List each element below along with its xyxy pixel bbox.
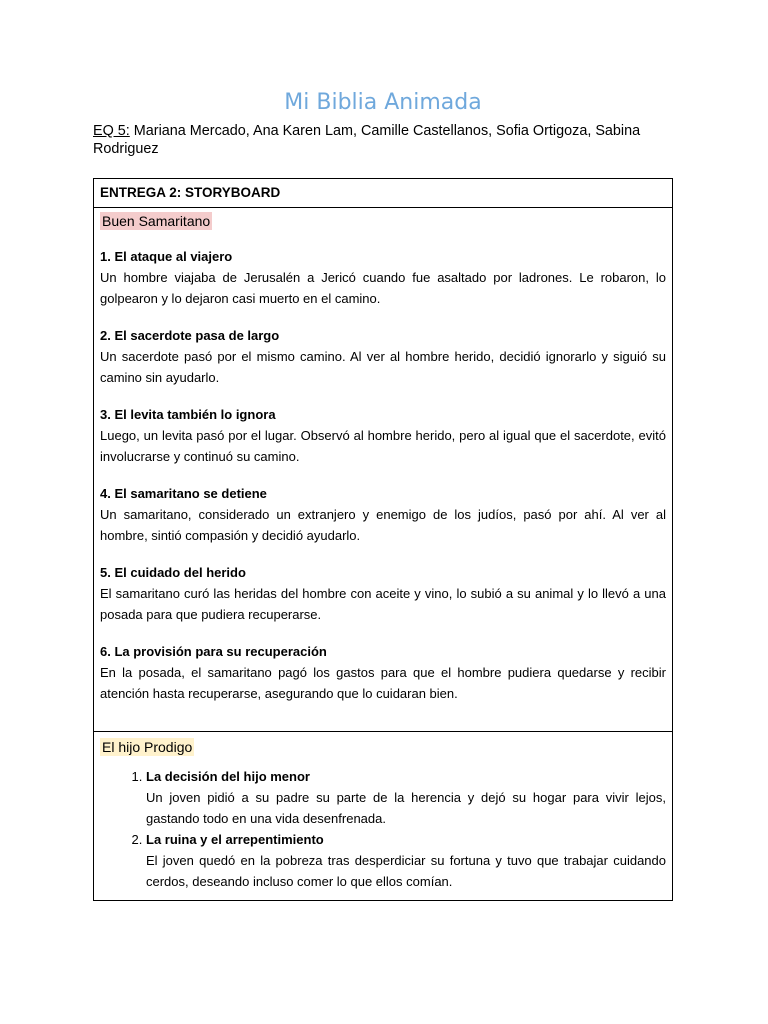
step-title: 5. El cuidado del herido (100, 565, 246, 580)
step-title: 1. El ataque al viajero (100, 249, 233, 264)
section-row (94, 732, 673, 901)
step-text: Luego, un levita pasó por el lugar. Observó al hombre herido, pero al igual que el sacerdote, evitó involucrarse y continuó su camino. (100, 428, 666, 464)
team-label: EQ 5: (93, 123, 130, 139)
section-buen-samaritano (94, 208, 673, 732)
step-title: 3. El levita también lo ignora (100, 407, 276, 422)
table-header-row (94, 179, 673, 208)
storyboard-table (93, 178, 673, 901)
step-title: 2. El sacerdote pasa de largo (100, 328, 280, 343)
step-text: Un sacerdote pasó por el mismo camino. Al ver al hombre herido, decidió ignorarlo y siguió su camino sin ayudarlo. (100, 349, 666, 385)
story-step (100, 405, 666, 467)
story-step (100, 563, 666, 625)
step-title: 4. El samaritano se detiene (100, 486, 267, 501)
item-title: 1. La decisión del hijo menor (146, 769, 310, 784)
team-members: Mariana Mercado, Ana Karen Lam, Camille Castellanos, Sofia Ortigoza, Sabina Rodriguez (93, 123, 641, 157)
table-header: ENTREGA 2: STORYBOARD (94, 179, 673, 208)
document-page (93, 88, 673, 901)
step-text: Un samaritano, considerado un extranjero y enemigo de los judíos, pasó por ahí. Al ver al hombre, sintió compasión y decidió ayudarlo. (100, 507, 666, 543)
step-text: El samaritano curó las heridas del hombre con aceite y vino, lo subió a su animal y lo llevó a una posada para que pudiera recuperarse. (100, 586, 666, 622)
team-line (93, 122, 673, 158)
story-step (100, 484, 666, 546)
list-item (146, 829, 666, 892)
step-title: 6. La provisión para su recuperación (100, 644, 327, 659)
item-title: 2. La ruina y el arrepentimiento (146, 832, 324, 847)
section-title: Buen Samaritano (102, 213, 211, 229)
section-title: El hijo Prodigo (102, 739, 193, 755)
document-title: Mi Biblia Animada (284, 90, 482, 115)
step-text: Un hombre viajaba de Jerusalén a Jericó cuando fue asaltado por ladrones. Le robaron, lo golpearon y lo dejaron casi muerto en el camino. (100, 270, 666, 306)
story-list (100, 766, 666, 892)
step-text: En la posada, el samaritano pagó los gastos para que el hombre pudiera quedarse y recibir atención hasta recuperarse, asegurando que lo cuidaran bien. (100, 665, 666, 701)
section-row (94, 208, 673, 732)
story-step (100, 247, 666, 309)
list-item (146, 766, 666, 829)
section-hijo-prodigo (94, 732, 673, 901)
story-step (100, 326, 666, 388)
story-step (100, 642, 666, 704)
item-text: El joven quedó en la pobreza tras desperdiciar su fortuna y tuvo que trabajar cuidando cerdos, deseando incluso comer lo que ellos comían. (146, 853, 666, 889)
item-text: Un joven pidió a su padre su parte de la herencia y dejó su hogar para vivir lejos, gastando todo en una vida desenfrenada. (146, 790, 666, 826)
